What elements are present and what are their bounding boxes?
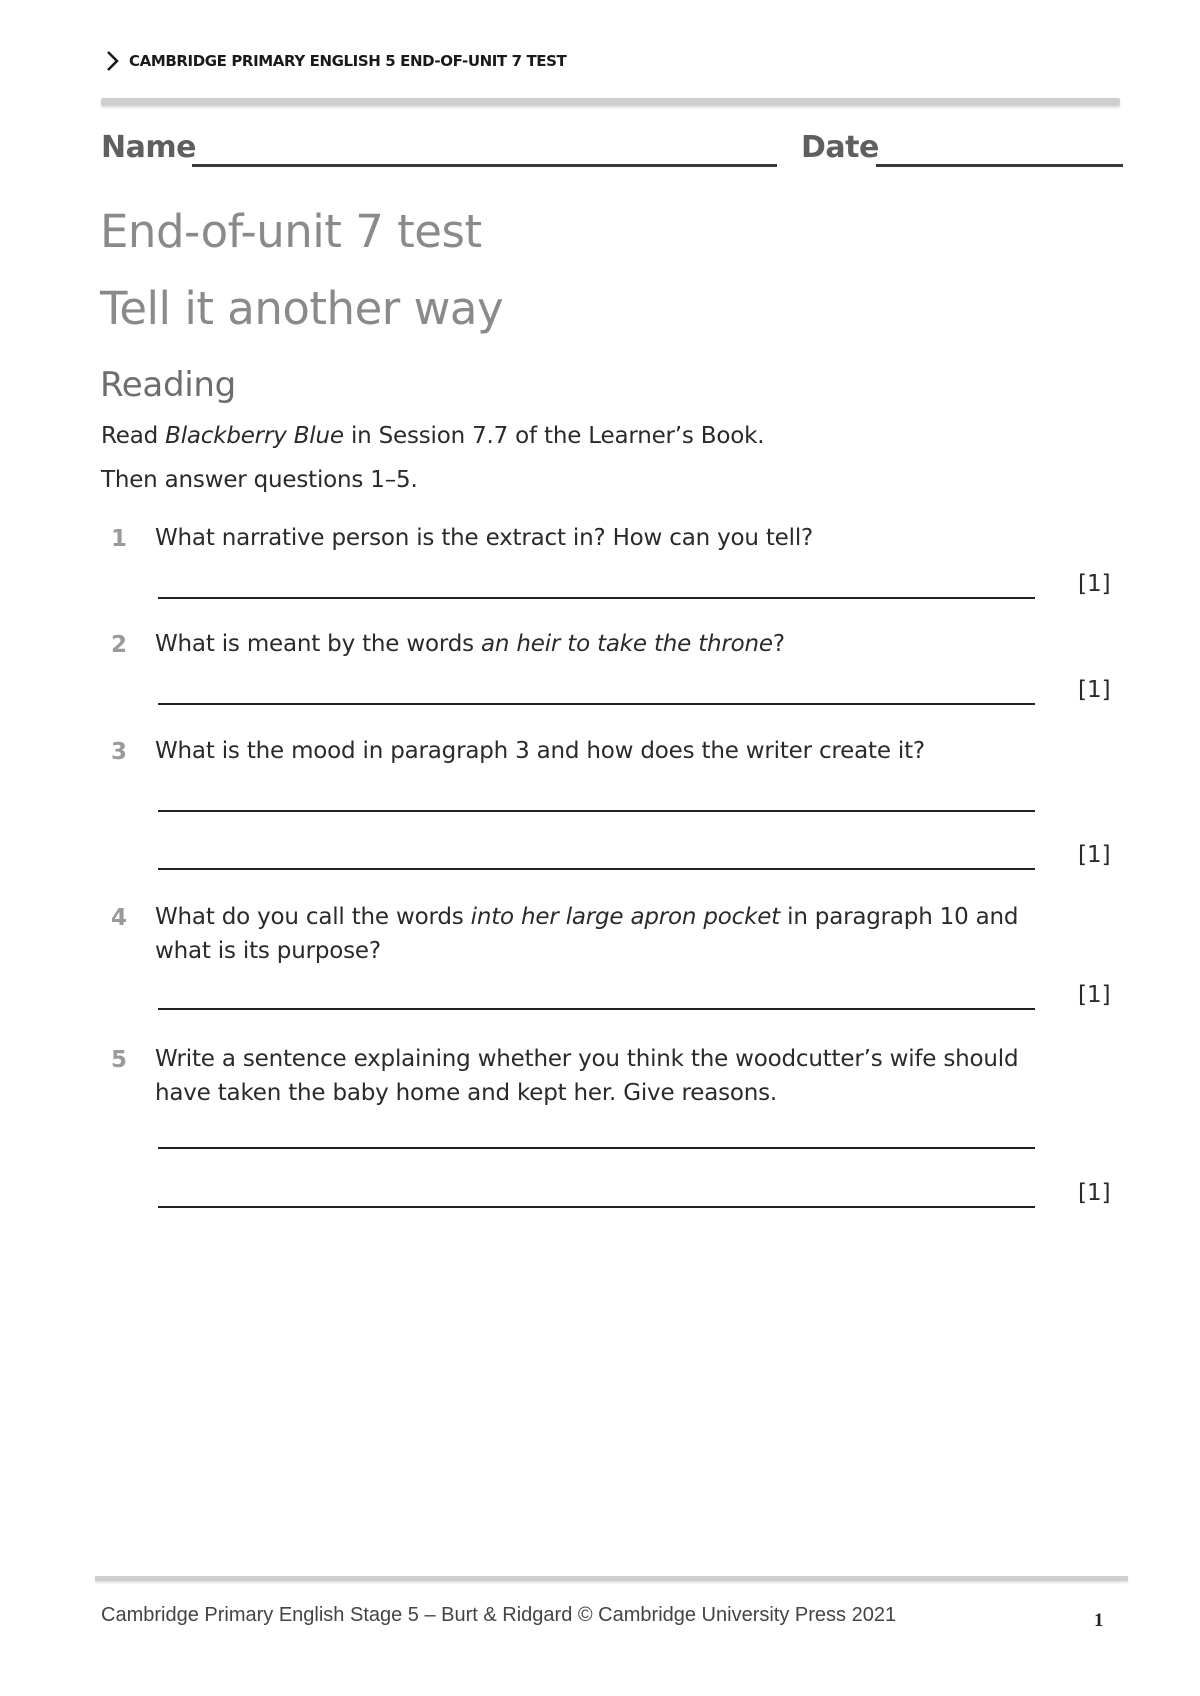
footer-credit: Cambridge Primary English Stage 5 – Burt & Ridgard © Cambridge University Press 2021 <box>101 1604 897 1626</box>
test-title: End-of-unit 7 test <box>100 205 482 258</box>
chevron-right-icon <box>103 50 121 72</box>
instruction-text-before: Read <box>101 423 166 449</box>
answer-line[interactable] <box>158 810 1035 812</box>
question-text-before: What do you call the words <box>155 904 471 930</box>
mark-allocation: [1] <box>1078 1180 1111 1206</box>
name-label: Name <box>101 130 196 165</box>
question-number: 2 <box>110 632 127 658</box>
question-number: 4 <box>110 905 127 931</box>
quoted-phrase: an heir to take the throne <box>481 631 773 657</box>
date-label: Date <box>801 130 879 165</box>
question-text: What is the mood in paragraph 3 and how does the writer create it? <box>155 738 925 764</box>
question-text: Write a sentence explaining whether you think the woodcutter’s wife should have taken the baby home and kept her. Give reasons. <box>155 1046 1019 1106</box>
question-text-after: ? <box>772 631 785 657</box>
page-number: 1 <box>1094 1610 1104 1631</box>
answer-line[interactable] <box>158 868 1035 870</box>
unit-title: Tell it another way <box>100 282 504 335</box>
section-heading: Reading <box>100 365 236 405</box>
instruction-text-after: in Session 7.7 of the Learner’s Book. <box>343 423 765 449</box>
answer-line[interactable] <box>158 597 1035 599</box>
answer-line[interactable] <box>158 1147 1035 1149</box>
mark-allocation: [1] <box>1078 842 1111 868</box>
running-header-title: CAMBRIDGE PRIMARY ENGLISH 5 END-OF-UNIT 7 TEST <box>129 52 567 70</box>
mark-allocation: [1] <box>1078 982 1111 1008</box>
quoted-phrase: into her large apron pocket <box>470 904 781 930</box>
question-text <box>155 900 1035 968</box>
running-header <box>103 50 566 72</box>
answer-line[interactable] <box>158 1206 1035 1208</box>
question-text-before: What is meant by the words <box>155 631 481 657</box>
book-title: Blackberry Blue <box>165 423 344 449</box>
name-field[interactable] <box>192 164 777 167</box>
mark-allocation: [1] <box>1078 571 1111 597</box>
instruction-2: Then answer questions 1–5. <box>101 467 418 493</box>
answer-line[interactable] <box>158 703 1035 705</box>
header-divider <box>101 98 1120 106</box>
mark-allocation: [1] <box>1078 677 1111 703</box>
date-field[interactable] <box>876 164 1123 167</box>
footer-divider <box>95 1576 1128 1581</box>
question-text-after: in paragraph 10 and what is its purpose? <box>155 904 1019 964</box>
instruction-1 <box>101 423 764 449</box>
question-text <box>155 627 1035 661</box>
question-number: 3 <box>110 739 127 765</box>
question-text: What narrative person is the extract in? How can you tell? <box>155 525 814 551</box>
question-number: 5 <box>110 1047 127 1073</box>
question-number: 1 <box>110 526 127 552</box>
answer-line[interactable] <box>158 1008 1035 1010</box>
